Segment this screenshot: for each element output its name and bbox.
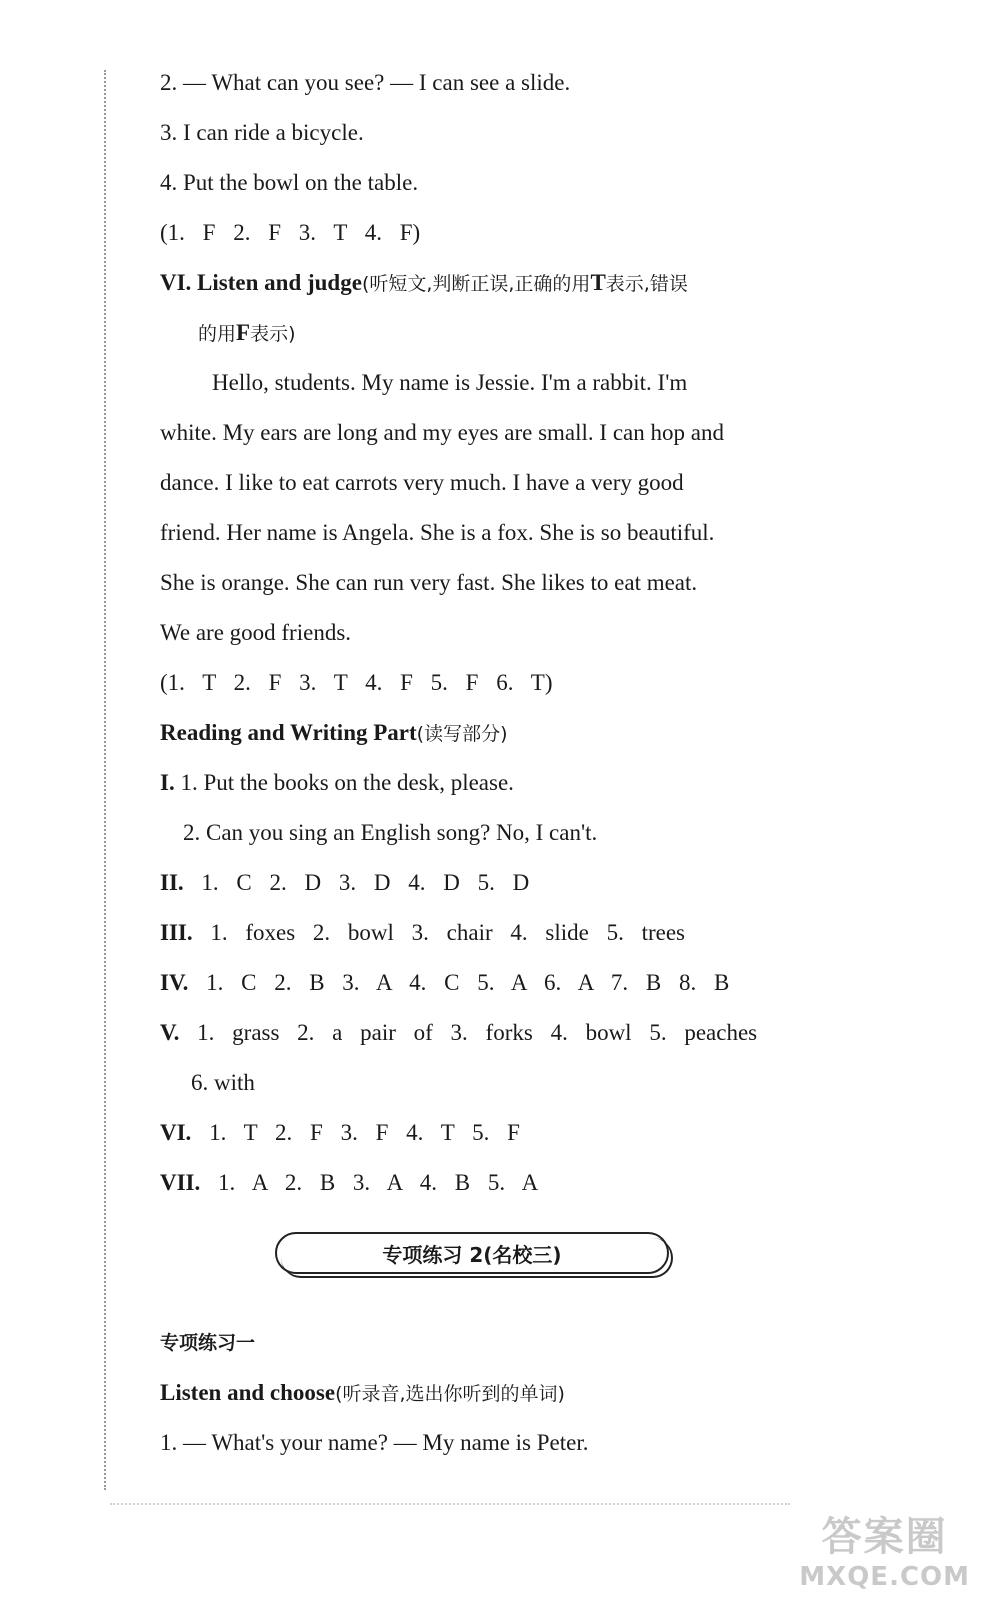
section-vi-instruction-c: 的用 — [198, 323, 237, 345]
watermark-domain: MXQE.COM — [799, 1562, 970, 1592]
page-content — [160, 58, 810, 1468]
listening-passage — [160, 358, 810, 658]
passage-line: We are good friends. — [160, 620, 352, 645]
rw-section-i-answer-2: 2. Can you sing an English song? No, I can't. — [183, 820, 598, 845]
reading-writing-title: Reading and Writing Part — [160, 720, 417, 745]
listening-line-3: 3. I can ride a bicycle. — [160, 120, 364, 145]
rw-section-iv — [160, 958, 810, 1008]
section-vi-false-mark: F — [236, 320, 251, 345]
rw-section-vii-answers: 1. A 2. B 3. A 4. B 5. A — [200, 1170, 539, 1195]
binding-margin-line — [104, 70, 106, 1490]
rw-section-vi-answers: 1. T 2. F 3. F 4. T 5. F — [191, 1120, 520, 1145]
reading-writing-subtitle: (读写部分) — [416, 723, 508, 745]
passage-line: friend. Her name is Angela. She is a fox. She is so beautiful. — [160, 520, 715, 545]
watermark-logo-text: 答案圈 — [821, 1514, 948, 1560]
rw-section-iii — [160, 908, 810, 958]
special-practice-banner-wrap — [160, 1208, 810, 1318]
section-vi-answers: (1. T 2. F 3. T 4. F 5. F 6. T) — [160, 670, 553, 695]
rw-section-ii — [160, 858, 810, 908]
section-vi-instruction-b: 表示,错误 — [605, 273, 688, 295]
rw-section-v-label: V. — [160, 1020, 180, 1045]
section-vi-heading — [160, 258, 810, 308]
rw-section-v — [160, 1008, 810, 1058]
rw-section-ii-answers: 1. C 2. D 3. D 4. D 5. D — [183, 870, 530, 895]
rw-section-vii — [160, 1158, 810, 1208]
special-practice-banner-title: 专项练习 2(名校三) — [382, 1242, 562, 1267]
rw-section-i — [160, 758, 810, 808]
rw-section-ii-label: II. — [160, 870, 184, 895]
section-vi-instruction-a: (听短文,判断正误,正确的用 — [361, 273, 591, 295]
section-vi-heading-cont — [160, 308, 810, 358]
passage-line: Hello, students. My name is Jessie. I'm a rabbit. I'm — [212, 370, 688, 395]
watermark-logo — [799, 1505, 970, 1592]
rw-section-iv-label: IV. — [160, 970, 189, 995]
special-practice-banner — [275, 1232, 669, 1274]
section-vi-true-mark: T — [590, 270, 606, 295]
passage-line: She is orange. She can run very fast. She likes to eat meat. — [160, 570, 698, 595]
section-v-answers: (1. F 2. F 3. T 4. F) — [160, 220, 421, 245]
listen-choose-heading — [160, 1368, 810, 1418]
listen-choose-instruction: (听录音,选出你听到的单词) — [335, 1383, 565, 1405]
listening-line-2: 2. — What can you see? — I can see a slide. — [160, 70, 571, 95]
rw-section-v-answers-2: 6. with — [191, 1070, 255, 1095]
listen-choose-line-1: 1. — What's your name? — My name is Peter. — [160, 1430, 589, 1455]
section-vi-instruction-d: 表示) — [250, 323, 296, 345]
listening-line-4: 4. Put the bowl on the table. — [160, 170, 419, 195]
special-practice-1-heading: 专项练习一 — [160, 1332, 256, 1354]
bottom-dotted-rule — [110, 1503, 790, 1505]
reading-writing-heading — [160, 708, 810, 758]
rw-section-iv-answers: 1. C 2. B 3. A 4. C 5. A 6. A 7. B 8. B — [188, 970, 730, 995]
passage-line: dance. I like to eat carrots very much. I have a very good — [160, 470, 684, 495]
listen-choose-title: Listen and choose — [160, 1380, 336, 1405]
rw-section-v-answers-1: 1. grass 2. a pair of 3. forks 4. bowl 5. peaches — [179, 1020, 758, 1045]
passage-line: white. My ears are long and my eyes are small. I can hop and — [160, 420, 724, 445]
rw-section-vii-label: VII. — [160, 1170, 201, 1195]
rw-section-iii-label: III. — [160, 920, 193, 945]
rw-section-vi-label: VI. — [160, 1120, 192, 1145]
rw-section-i-answer-1: 1. Put the books on the desk, please. — [174, 770, 514, 795]
rw-section-iii-answers: 1. foxes 2. bowl 3. chair 4. slide 5. trees — [192, 920, 686, 945]
section-vi-title: VI. Listen and judge — [160, 270, 362, 295]
rw-section-vi — [160, 1108, 810, 1158]
rw-section-i-label: I. — [160, 770, 175, 795]
